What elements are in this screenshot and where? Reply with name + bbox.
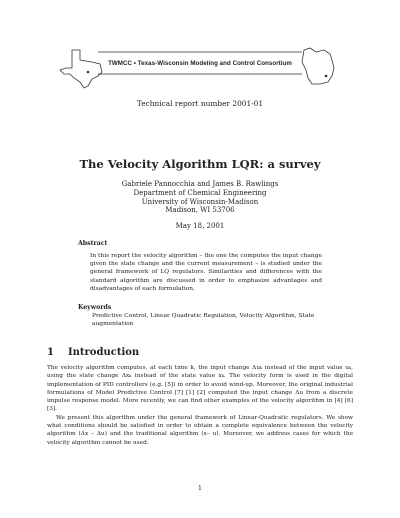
section-title: Introduction xyxy=(67,347,140,358)
body-paragraph-1: The velocity algorithm computes, at each time k, the input change Δuₖ instead of the input value uₖ, using the state change Δxₖ instead of the state value xₖ. The velocity form is used in the digital implementation of PID controllers (e.g. [5]) in order to avoid wind-up. Moreover, the original industrial formulations of Model Predictive Control [7] [1] [2] computed the input change Δu from a discrete impulse response model. More recently, we can find other examples of the velocity algorithm in [4] [6] [3]. xyxy=(47,365,353,413)
author-city: Madison, WI 53706 xyxy=(165,206,235,215)
author-block xyxy=(0,180,400,215)
author-names: Gabriele Pannocchia and James B. Rawlings xyxy=(121,180,279,188)
section-body xyxy=(47,364,353,447)
consortium-logo-maps xyxy=(58,46,342,90)
section-number: 1 xyxy=(47,347,54,358)
keywords-heading: Keywords xyxy=(78,304,112,311)
author-department: Department of Chemical Engineering xyxy=(133,188,267,197)
abstract-heading: Abstract xyxy=(78,240,108,247)
report-number: Technical report number 2001-01 xyxy=(136,99,264,108)
texas-location-dot xyxy=(87,71,90,74)
consortium-banner xyxy=(58,46,342,90)
author-university: University of Wisconsin-Madison xyxy=(141,197,259,206)
section-heading xyxy=(47,347,139,358)
body-paragraph-2: We present this algorithm under the general framework of Linear-Quadratic regulators. We show what conditions should be satisfied in order to obtain a complete equivalence between the velocity algorithm (Δx – Δu) and the traditional algorithm (x– u). Moreover, we address cases for which the velocity algorithm cannot be used. xyxy=(47,414,353,446)
paper-date: May 18, 2001 xyxy=(175,222,225,230)
paper-title: The Velocity Algorithm LQR: a survey xyxy=(79,157,321,171)
keywords-text: Predictive Control, Linear Quadratic Regulation, Velocity Algorithm, State augmentation xyxy=(92,313,315,328)
texas-map-outline xyxy=(60,50,102,88)
wisconsin-location-dot xyxy=(325,75,328,78)
banner-title: TWMCC • Texas-Wisconsin Modeling and Control Consortium xyxy=(108,60,292,67)
abstract-text: In this report the velocity algorithm – the one the computes the input change given the state change and the current measurement – is studied under the general framework of LQ regulators. Similarities and differences with the standard algorithm are discussed in order to emphasize advantages and disadvantages of each formulation. xyxy=(90,253,322,292)
page-number: 1 xyxy=(198,485,202,492)
